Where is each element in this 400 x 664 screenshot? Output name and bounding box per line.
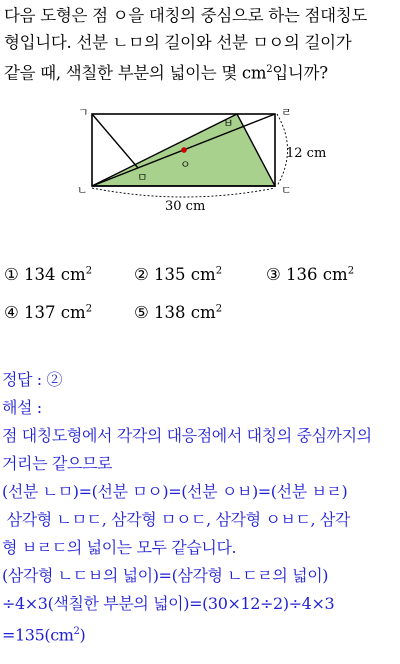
label-top-left: ㄱ xyxy=(78,106,89,119)
solution-block xyxy=(2,366,398,649)
option-1[interactable] xyxy=(4,265,92,284)
solution-line-1: 점 대칭도형에서 각각의 대응점에서 대칭의 중심까지의 xyxy=(2,426,372,445)
option-4-value: 137 cm xyxy=(24,303,86,322)
width-label: 30 cm xyxy=(165,199,206,214)
center-dot xyxy=(181,147,187,153)
width-arc xyxy=(92,188,275,197)
solution-line-5: 형 ㅂㄹㄷ의 넓이는 모두 같습니다. xyxy=(2,538,237,557)
answer-line: 정답 : ② xyxy=(2,370,63,389)
option-1-exponent: 2 xyxy=(85,265,93,277)
label-bottom-right: ㄷ xyxy=(281,184,292,197)
label-bottom-left: ㄴ xyxy=(77,184,88,197)
question-line-2: 형입니다. 선분 ㄴㅁ의 길이와 선분 ㅁㅇ의 길이가 xyxy=(4,33,352,52)
final-exponent: 2 xyxy=(73,626,80,637)
option-5-marker: ⑤ xyxy=(134,303,149,322)
option-5-exponent: 2 xyxy=(215,303,223,315)
option-3-marker: ③ xyxy=(266,265,281,284)
option-5[interactable] xyxy=(134,303,222,322)
option-3-exponent: 2 xyxy=(347,265,355,277)
option-1-marker: ① xyxy=(4,265,19,284)
height-label: 12 cm xyxy=(286,146,327,161)
explanation-label: 해설 : xyxy=(2,398,42,417)
label-top-right: ㄹ xyxy=(281,106,292,119)
question-line-3-end: 입니까? xyxy=(272,63,328,83)
option-4-exponent: 2 xyxy=(85,303,93,315)
solution-final xyxy=(2,618,398,649)
label-point-b: ㅂ xyxy=(223,117,234,130)
option-2-marker: ② xyxy=(134,265,149,284)
solution-line-7: ÷4×3(색칠한 부분의 넓이)=(30×12÷2)÷4×3 xyxy=(2,594,335,613)
option-3-value: 136 cm xyxy=(286,265,348,284)
option-2-exponent: 2 xyxy=(215,265,223,277)
option-1-value: 134 cm xyxy=(24,265,86,284)
figure-diagram xyxy=(60,100,350,216)
question-line-1: 다음 도형은 점 ㅇ을 대칭의 중심으로 하는 점대칭도 xyxy=(4,6,368,25)
segment-g-m xyxy=(92,114,138,168)
final-text: =135(cm xyxy=(2,625,74,645)
solution-line-6: (삼각형 ㄴㄷㅂ의 넓이)=(삼각형 ㄴㄷㄹ의 넓이) xyxy=(2,566,329,585)
question-line-3 xyxy=(4,56,398,87)
label-point-m: ㅁ xyxy=(137,171,148,184)
option-5-value: 138 cm xyxy=(154,303,216,322)
option-2-value: 135 cm xyxy=(154,265,216,284)
question-line-3-text: 같을 때, 색칠한 부분의 넓이는 몇 cm xyxy=(4,63,267,83)
solution-line-2: 거리는 같으므로 xyxy=(2,454,113,473)
unit-exponent: 2 xyxy=(266,64,273,75)
option-3[interactable] xyxy=(266,265,354,284)
solution-line-3: (선분 ㄴㅁ)=(선분 ㅁㅇ)=(선분 ㅇㅂ)=(선분 ㅂㄹ) xyxy=(2,482,348,501)
option-4-marker: ④ xyxy=(4,303,19,322)
option-4[interactable] xyxy=(4,303,92,322)
question-text xyxy=(4,2,398,87)
solution-line-4: 삼각형 ㄴㅁㄷ, 삼각형 ㅁㅇㄷ, 삼각형 ㅇㅂㄷ, 삼각 xyxy=(2,510,350,529)
label-center: ㅇ xyxy=(180,158,191,171)
option-2[interactable] xyxy=(134,265,222,284)
final-end: ) xyxy=(79,625,86,645)
